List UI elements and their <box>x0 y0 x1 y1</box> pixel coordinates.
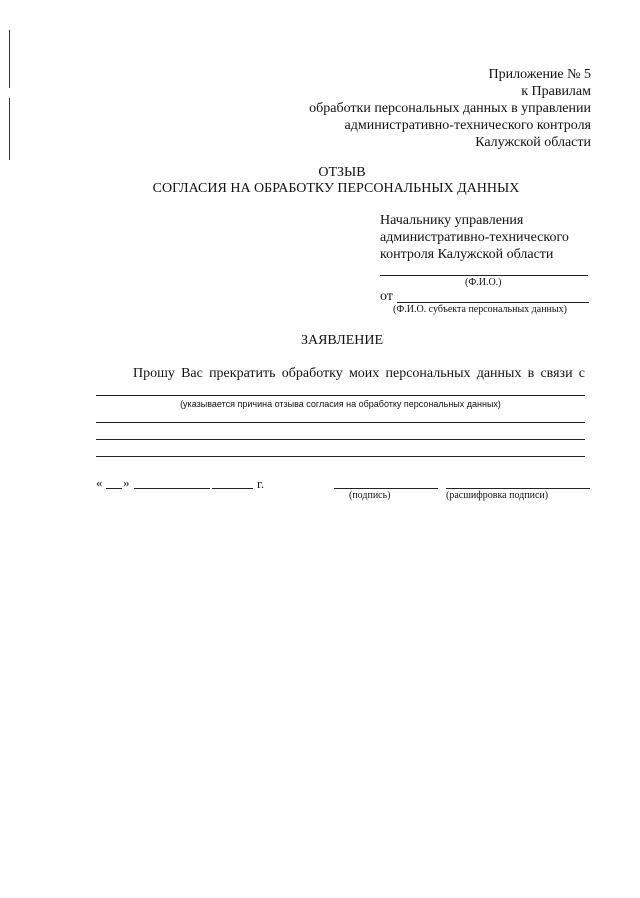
reason-field-line-3[interactable] <box>96 439 585 440</box>
date-quote-open: « <box>96 475 103 490</box>
appendix-rules: к Правилам <box>521 84 591 99</box>
date-month-field[interactable] <box>134 488 210 489</box>
reason-field-line-4[interactable] <box>96 456 585 457</box>
signature-decoding-caption: (расшифровка подписи) <box>446 490 549 501</box>
reason-caption: (указывается причина отзыва согласия на обработку персональных данных) <box>180 399 501 409</box>
fio-field-line[interactable] <box>380 275 588 276</box>
fio-caption: (Ф.И.О.) <box>465 277 502 288</box>
date-quote-close: » <box>123 475 130 490</box>
appendix-number: Приложение № 5 <box>488 67 591 82</box>
subject-fio-field-line[interactable] <box>397 302 589 303</box>
reason-field-line-1[interactable] <box>96 395 585 396</box>
signature-caption: (подпись) <box>349 490 391 501</box>
scan-artifact <box>9 98 10 160</box>
signature-decoding-field[interactable] <box>446 488 590 489</box>
addressee-line-3: контроля Калужской области <box>380 247 554 262</box>
addressee-line-1: Начальнику управления <box>380 213 524 228</box>
statement-heading: ЗАЯВЛЕНИЕ <box>300 333 384 348</box>
date-year-field[interactable] <box>212 488 253 489</box>
statement-body: Прошу Вас прекратить обработку моих персональных данных в связи с <box>133 366 585 381</box>
appendix-region: Калужской области <box>475 135 591 150</box>
reason-field-line-2[interactable] <box>96 422 585 423</box>
signature-field[interactable] <box>334 488 438 489</box>
document-subtitle: СОГЛАСИЯ НА ОБРАБОТКУ ПЕРСОНАЛЬНЫХ ДАННЫХ <box>152 181 520 196</box>
appendix-rules-title: обработки персональных данных в управлении <box>309 101 591 116</box>
document-title: ОТЗЫВ <box>318 165 366 180</box>
from-label: от <box>380 289 393 304</box>
year-suffix: г. <box>257 476 265 491</box>
addressee-line-2: административно-технического <box>380 230 569 245</box>
scan-artifact <box>9 30 10 88</box>
appendix-org: административно-технического контроля <box>344 118 591 133</box>
subject-fio-caption: (Ф.И.О. субъекта персональных данных) <box>393 304 567 315</box>
date-day-field[interactable] <box>106 488 122 489</box>
